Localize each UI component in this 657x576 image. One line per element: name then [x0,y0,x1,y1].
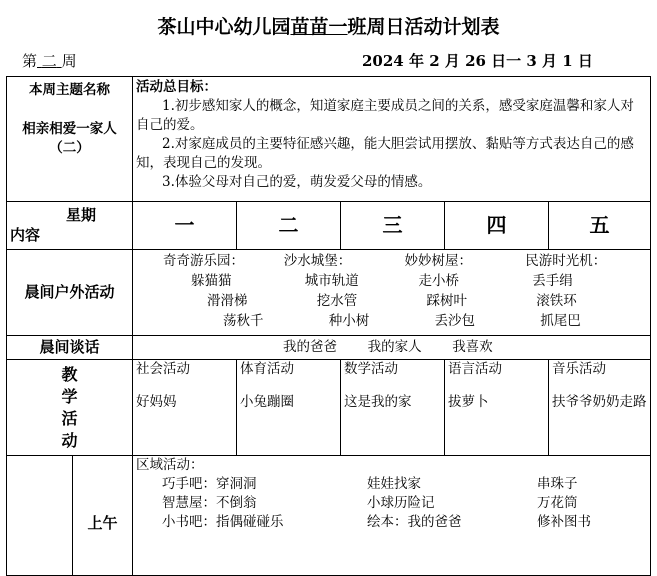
outdoor-cell [133,250,651,336]
morning-talk-label: 晨间谈话 [7,336,133,360]
outdoor-row [163,291,642,311]
day-wednesday: 三 [341,202,445,250]
day-thursday: 四 [445,202,549,250]
day-friday: 五 [549,202,651,250]
goal-item: 3.体验父母对自己的爱，萌发爱父母的情感。 [162,174,432,190]
teaching-label: 教 学 活 动 [7,360,133,456]
activity-type: 音乐活动 [552,361,606,377]
activity-item: 抓尾巴 [540,313,581,329]
activity-type: 社会活动 [136,361,190,377]
morning-label: 上午 [73,456,133,576]
activity-item: 丢沙包 [434,313,476,329]
area-item: 绘本：我的爸爸 [367,514,462,530]
activity-item: 丢手绢 [532,273,573,289]
area-item: 娃娃找家 [367,476,421,492]
date-range: 2024 年 2 月 26 日一 3 月 1 日 [362,52,593,70]
activity-name: 扶爷爷奶奶走路 [552,394,647,410]
area-item: 巧手吧：穿洞洞 [162,476,257,492]
area-item: 修补图书 [537,514,591,530]
talk-topic: 我喜欢 [452,339,493,355]
activity-type: 数学活动 [344,361,398,377]
area-row [136,475,647,494]
activity-item: 荡秋千 [223,313,264,329]
outdoor-label: 晨间户外活动 [7,250,133,336]
class-name: 苗苗一 [290,16,348,38]
teaching-cell-wed [341,360,445,456]
activity-type: 体育活动 [240,361,294,377]
teaching-cell-tue [237,360,341,456]
area-item: 万花筒 [537,495,578,511]
weekly-plan-table [6,76,651,576]
activity-item: 挖水管 [316,293,358,309]
area-cell [133,456,651,576]
blank-cell [7,456,73,576]
week-label: 星期 [66,206,97,224]
morning-talk-cell [133,336,651,360]
zone-name: 沙水城堡： [283,253,352,269]
activity-item: 踩树叶 [426,293,468,309]
activity-name: 拔萝卜 [448,394,489,410]
content-label: 内容 [10,226,41,244]
outdoor-row [163,311,642,331]
talk-topic: 我的爸爸 [283,339,337,355]
day-tuesday: 二 [237,202,341,250]
area-item: 小书吧：指偶碰碰乐 [162,514,284,530]
activity-name: 这是我的家 [344,394,412,410]
outdoor-zones [163,251,642,271]
area-item: 串珠子 [537,476,578,492]
theme-label: 本周主题名称 [29,82,110,98]
area-row [136,494,647,513]
theme-name-sub: （二） [49,140,90,156]
activity-item: 躲猫猫 [191,273,232,289]
talk-topic: 我的家人 [367,339,422,355]
zone-name: 妙妙树屋： [404,253,473,269]
goals-cell [133,77,651,202]
activity-type: 语言活动 [448,361,502,377]
activity-item: 种小树 [328,313,370,329]
area-item: 小球历险记 [367,495,435,511]
teaching-cell-mon [133,360,237,456]
activity-name: 好妈妈 [136,394,177,410]
area-row [136,513,647,532]
theme-cell [7,77,133,202]
zone-name: 奇奇游乐园： [163,253,244,269]
zone-name: 民游时光机： [525,253,607,269]
goal-item: 2.对家庭成员的主要特征感兴趣，能大胆尝试用摆放、黏贴等方式表达自己的感知，表现自己的发现。 [136,136,634,171]
activity-item: 滚铁环 [536,293,577,309]
outdoor-row [163,271,642,291]
activity-item: 城市轨道 [304,273,359,289]
teaching-cell-thu [445,360,549,456]
day-header-corner [7,202,133,250]
teaching-cell-fri [549,360,651,456]
area-item: 智慧屋：不倒翁 [162,495,257,511]
activity-item: 滑滑梯 [207,293,248,309]
area-heading: 区域活动： [136,457,204,473]
activity-item: 走小桥 [418,273,460,289]
goal-item: 1.初步感知家人的概念，知道家庭主要成员之间的关系，感受家庭温馨和家人对自己的爱。 [136,98,634,133]
day-monday: 一 [133,202,237,250]
week-number: 第 二 周 [22,52,77,70]
activity-name: 小兔蹦圈 [240,394,294,410]
page-title: 茶山中心幼儿园苗苗一班周日活动计划表 [157,16,500,38]
theme-name: 相亲相爱一家人 [22,121,117,137]
goals-heading: 活动总目标： [136,79,217,95]
